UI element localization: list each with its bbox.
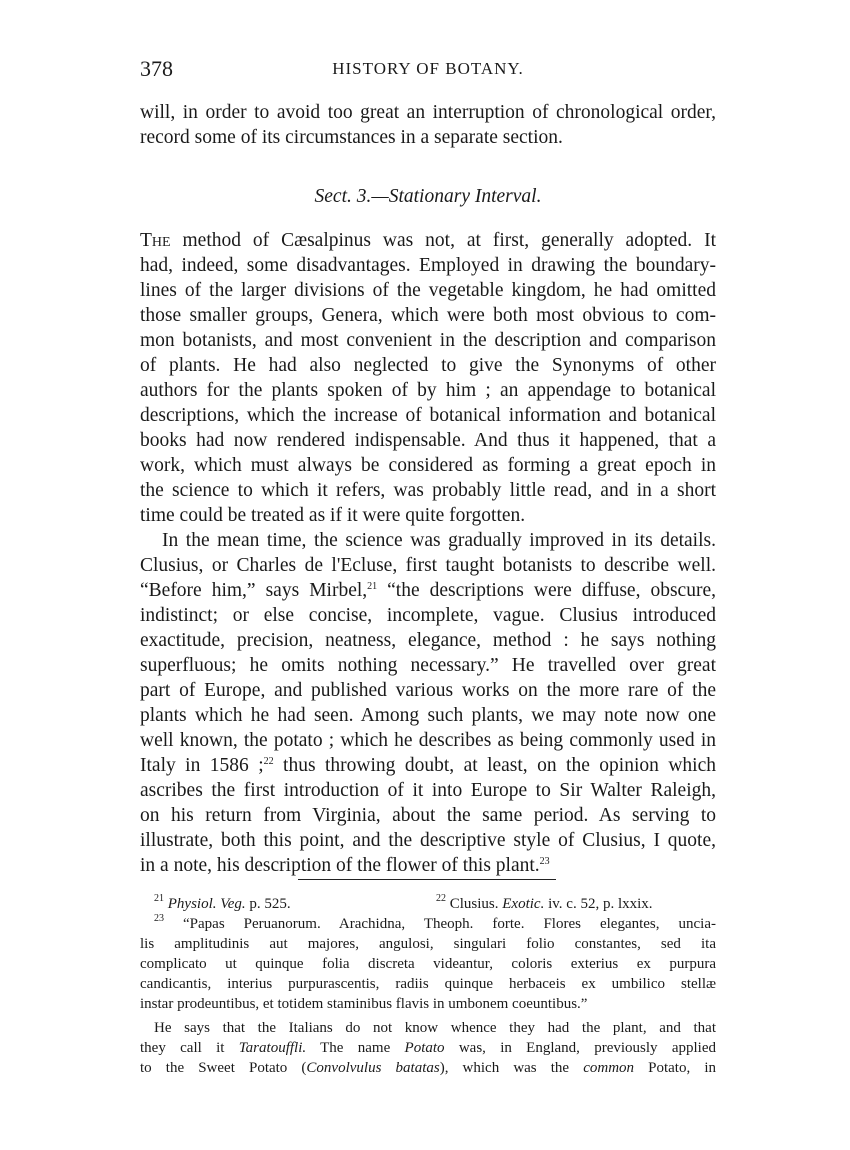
- text-line: The method of Cæsalpinus was not, at first, generally adopted. It: [140, 230, 716, 251]
- footnote-22: $^{22}$ Clusius. Exotic. iv. c. 52, p. lxxix.: [436, 893, 653, 912]
- text-line: superfluous; he omits nothing necessary.” He travelled over great: [140, 655, 716, 676]
- paragraph-stationary-interval: [140, 228, 716, 528]
- text-line: plants which he had seen. Among such plants, we may note now one: [140, 705, 716, 726]
- paragraph-clusius: [140, 528, 716, 878]
- intro-paragraph: [140, 100, 716, 150]
- page-header: [140, 56, 716, 86]
- text-line: exactitude, precision, neatness, elegance, method : he says nothing: [140, 630, 716, 651]
- footnotes: [140, 894, 716, 1078]
- text-line: the science to which it refers, was probably little read, and in a short: [140, 480, 716, 501]
- footnote-21-22-line: [140, 894, 716, 914]
- footnote-line: instar prodeuntibus, et totidem staminibus flavis in umbonem coeuntibus.”: [140, 996, 588, 1012]
- text-line: In the mean time, the science was gradually improved in its details.: [162, 530, 716, 551]
- footnote-line: they call it Taratouffli. The name Potato was, in England, previously applied: [140, 1040, 716, 1056]
- text-line: books had now rendered indispensable. And thus it happened, that a: [140, 430, 716, 451]
- text-line: record some of its circumstances in a separate section.: [140, 127, 563, 148]
- text-line: had, indeed, some disadvantages. Employed in drawing the boundary-: [140, 255, 716, 276]
- text-line: mon botanists, and most convenient in the description and comparison: [140, 330, 716, 351]
- text-line: will, in order to avoid too great an interruption of chronological order,: [140, 102, 716, 123]
- footnote-23: [140, 914, 716, 1078]
- footnote-divider: [298, 879, 556, 880]
- text-line: part of Europe, and published various works on the more rare of the: [140, 680, 716, 701]
- text-line: Clusius, or Charles de l'Ecluse, first taught botanists to describe well.: [140, 555, 716, 576]
- text-line: illustrate, both this point, and the descriptive style of Clusius, I quote,: [140, 830, 716, 851]
- footnote-line: to the Sweet Potato (Convolvulus batatas), which was the common Potato, in: [140, 1060, 716, 1076]
- footnote-line: complicato ut quinque folia discreta videantur, coloris exterius ex purpura: [140, 956, 716, 972]
- text-line: descriptions, which the increase of botanical information and botanical: [140, 405, 716, 426]
- text-line: of plants. He had also neglected to give the Synonyms of other: [140, 355, 716, 376]
- footnote-ref-22[interactable]: 22: [263, 756, 274, 767]
- text-line: in a note, his description of the flower of this plant.$^{23}$: [140, 855, 550, 876]
- footnote-line: $^{23}$ “Papas Peruanorum. Arachidna, Theoph. forte. Flores elegantes, uncia-: [154, 913, 716, 932]
- text-line: ascribes the first introduction of it into Europe to Sir Walter Raleigh,: [140, 780, 716, 801]
- footnote-ref-21[interactable]: 21: [367, 581, 378, 592]
- text-line: lines of the larger divisions of the vegetable kingdom, he had omitted: [140, 280, 716, 301]
- lead-word: The: [140, 230, 171, 251]
- footnote-line: candicantis, interius purpurascentis, radiis quinque herbaceis ex umbilico stellæ: [140, 976, 716, 992]
- text-line: well known, the potato ; which he describes as being commonly used in: [140, 730, 716, 751]
- text-line: authors for the plants spoken of by him ; an appendage to botanical: [140, 380, 716, 401]
- page-number: 378: [140, 56, 173, 81]
- text-line: time could be treated as if it were quite forgotten.: [140, 505, 526, 526]
- footnote-ref-23[interactable]: 23: [539, 856, 550, 867]
- footnote-line: He says that the Italians do not know whence they had the plant, and that: [154, 1020, 716, 1036]
- text-line: indistinct; or else concise, incomplete, vague. Clusius introduced: [140, 605, 716, 626]
- running-title: HISTORY OF BOTANY.: [332, 59, 524, 78]
- footnote-21: $^{21}$ Physiol. Veg. p. 525.: [154, 893, 291, 912]
- text-line: those smaller groups, Genera, which were both most obvious to com-: [140, 305, 716, 326]
- section-heading: Sect. 3.—Stationary Interval.: [314, 186, 542, 207]
- text-line: on his return from Virginia, about the same period. As serving to: [140, 805, 716, 826]
- footnote-line: lis amplitudinis aut majores, angulosi, singulari folio constantes, sed ita: [140, 936, 716, 952]
- text-line: work, which must always be considered as forming a great epoch in: [140, 455, 716, 476]
- text-line: Italy in 1586 ;$^{22}$ thus throwing doubt, at least, on the opinion which: [140, 755, 716, 776]
- text-line: “Before him,” says Mirbel,$^{21}$ “the descriptions were diffuse, obscure,: [140, 580, 716, 601]
